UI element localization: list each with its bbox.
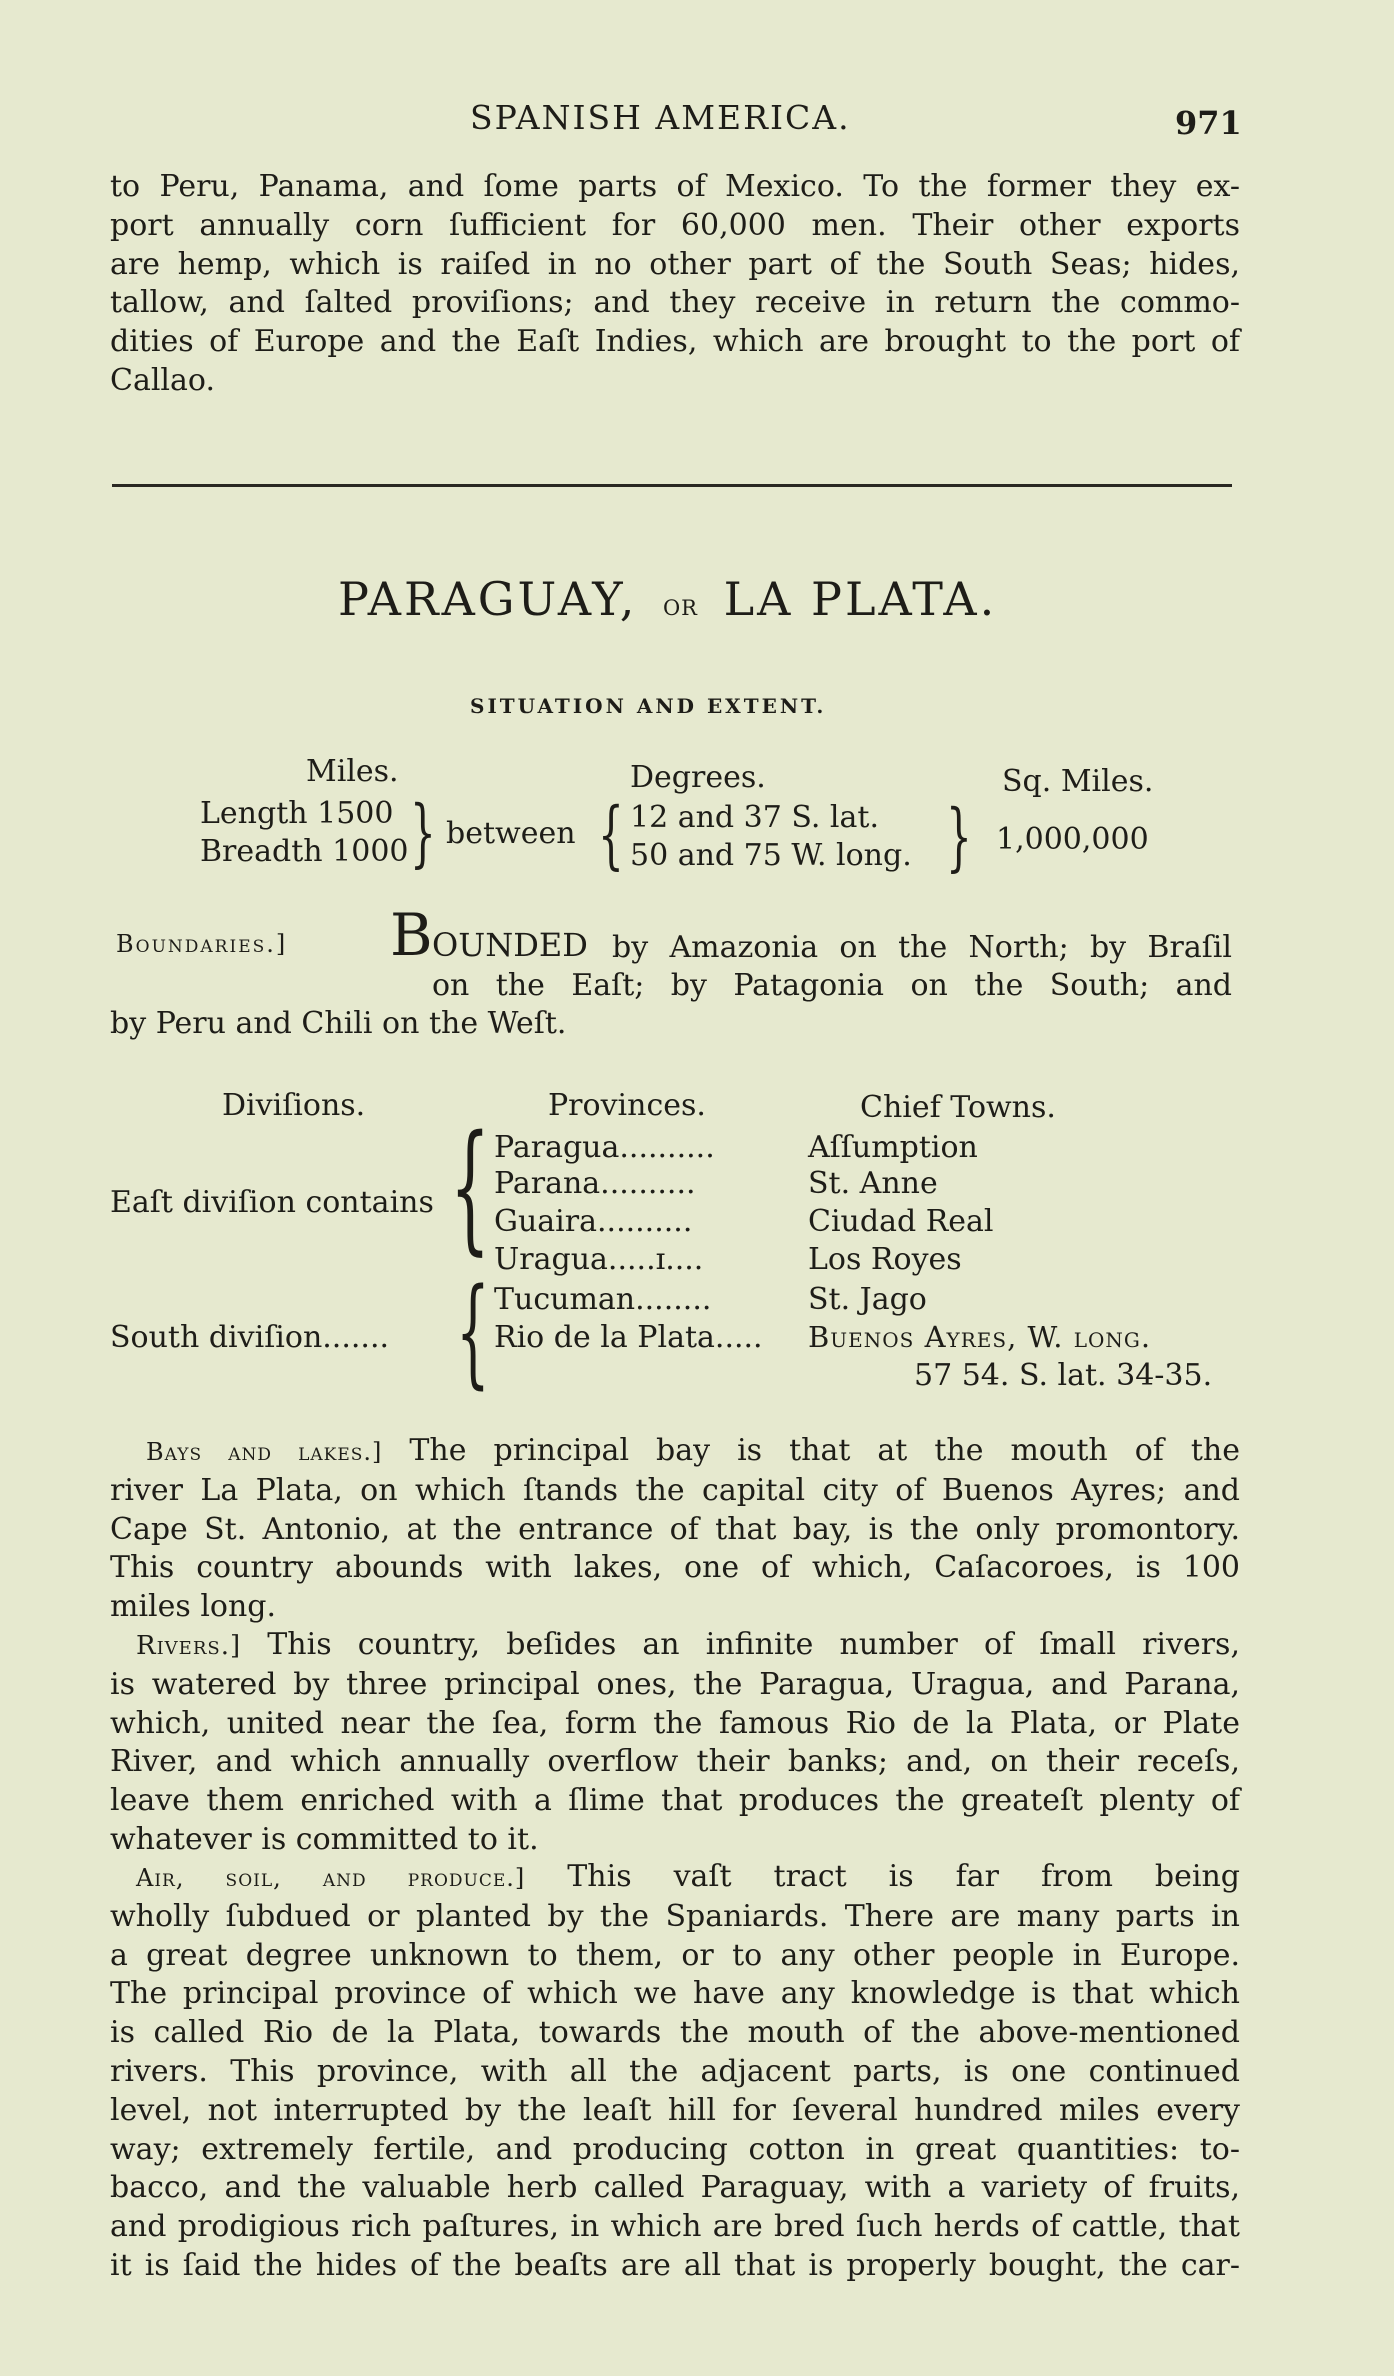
table-row (494, 1130, 715, 1165)
brace-right-icon: } (946, 794, 972, 880)
col-header-divisions: Diviſions. (222, 1088, 366, 1123)
air-soil-paragraph (110, 1858, 1240, 2286)
table-row (494, 1242, 703, 1277)
text-line: rivers. This province, with all the adjacent parts, is one continued (110, 2053, 1240, 2089)
leader-dots: .......... (597, 1204, 693, 1239)
running-title: SPANISH AMERICA. (470, 98, 851, 137)
text-line: to Peru, Panama, and ſome parts of Mexico. To the former they ex- (110, 169, 1240, 204)
intro-paragraph (110, 168, 1240, 401)
text-line: way; extremely fertile, and producing cotton in great quantities: to- (110, 2131, 1240, 2167)
text-line: it is ſaid the hides of the beaſts are all that is properly bought, the car- (110, 2247, 1240, 2283)
degrees-header: Degrees. (630, 760, 766, 795)
text-line: bacco, and the valuable herb called Paraguay, with a variety of fruits, (110, 2170, 1240, 2206)
town-name: Aſſumption (808, 1130, 978, 1165)
boundaries-line-1: by Amazonia on the North; by Braſil (612, 930, 1232, 965)
town-name: Los Royes (808, 1242, 962, 1277)
section-title (338, 572, 997, 626)
col-header-towns: Chief Towns. (860, 1090, 1056, 1125)
brace-left-icon: { (450, 1106, 491, 1269)
table-row (494, 1204, 692, 1239)
province-name: Paragua (494, 1130, 620, 1165)
section-subtitle: SITUATION AND EXTENT. (470, 694, 827, 718)
text-line-rest: This country, beſides an infinite number of ſmall rivers, (267, 1627, 1240, 1662)
air-soil-label: Air, soil, and produce.] (136, 1864, 526, 1892)
breadth-value: Breadth 1000 (200, 834, 409, 869)
bays-paragraph (110, 1432, 1240, 1627)
town-name: Buenos Ayres, W. long. (808, 1320, 1152, 1354)
boundaries-label: Boundaries.] (116, 930, 288, 958)
title-alt: LA PLATA. (723, 572, 998, 626)
south-division-label: South diviſion....... (110, 1320, 390, 1355)
text-line: port annually corn ſufficient for 60,000 men. Their other exports (110, 207, 1240, 243)
text-line: river La Plata, on which ſtands the capital city of Buenos Ayres; and (110, 1472, 1240, 1508)
province-name: Guaira (494, 1204, 597, 1239)
length-value: Length 1500 (200, 796, 394, 831)
title-main: PARAGUAY, (338, 572, 638, 626)
text-line: River, and which annually overflow their banks; and, on their receſs, (110, 1744, 1240, 1780)
text-line: leave them enriched with a ſlime that produces the greateſt plenty of (110, 1783, 1240, 1819)
text-line: This country abounds with lakes, one of which, Caſacoroes, is 100 (110, 1550, 1240, 1586)
east-division-label: Eaſt diviſion contains (110, 1185, 434, 1220)
boundaries-line-3: by Peru and Chili on the Weſt. (110, 1006, 567, 1041)
latitude-range: 12 and 37 S. lat. (630, 800, 879, 835)
town-name: St. Anne (808, 1166, 938, 1201)
section-divider (112, 484, 1232, 487)
text-line-rest: This vaſt tract is far from being (567, 1859, 1240, 1894)
text-line: a great degree unknown to them, or to any other people in Europe. (110, 1937, 1240, 1973)
between-label: between (446, 816, 576, 851)
text-line: level, not interrupted by the leaſt hill for ſeveral hundred miles every (110, 2092, 1240, 2128)
brace-left-icon: { (456, 1262, 490, 1400)
town-name: Ciudad Real (808, 1204, 994, 1239)
col-header-provinces: Provinces. (548, 1088, 706, 1123)
text-line (110, 1858, 1240, 1898)
rivers-paragraph (110, 1626, 1240, 1860)
text-line: is called Rio de la Plata, towards the mouth of the above-mentioned (110, 2015, 1240, 2051)
text-line: and prodigious rich paſtures, in which are bred ſuch herds of cattle, that (110, 2209, 1240, 2245)
town-name: St. Jago (808, 1282, 927, 1317)
town-coordinates: 57 54. S. lat. 34-35. (914, 1358, 1213, 1393)
text-line: tallow, and ſalted proviſions; and they receive in return the commo- (110, 285, 1240, 321)
miles-header: Miles. (306, 754, 399, 789)
leader-dots: .......... (619, 1130, 715, 1165)
table-row (494, 1320, 763, 1355)
text-line: which, united near the ſea, form the famous Rio de la Plata, or Plate (110, 1705, 1240, 1741)
drop-cap: B (390, 901, 433, 969)
square-miles-value: 1,000,000 (996, 822, 1149, 857)
rivers-label: Rivers.] (136, 1631, 242, 1661)
table-row (494, 1166, 696, 1201)
leader-dots: ........ (635, 1282, 712, 1317)
province-name: Rio de la Plata (494, 1320, 715, 1355)
text-line: Cape St. Antonio, at the entrance of that bay, is the only promontory. (110, 1511, 1240, 1547)
first-word: OUNDED (432, 926, 588, 964)
longitude-range: 50 and 75 W. long. (630, 838, 912, 873)
table-row (494, 1282, 711, 1317)
province-name: Parana (494, 1166, 601, 1201)
province-name: Tucuman (494, 1282, 636, 1317)
page-number: 971 (1175, 104, 1242, 142)
leader-dots: ..... (714, 1320, 763, 1355)
boundaries-line-2: on the Eaſt; by Patagonia on the South; and (432, 968, 1232, 1003)
text-line: are hemp, which is raiſed in no other part of the South Seas; hides, (110, 246, 1240, 282)
leader-dots: .......... (600, 1166, 696, 1201)
leader-dots: .....ɪ.... (607, 1242, 704, 1277)
province-name: Uragua (494, 1242, 608, 1277)
text-line: is watered by three principal ones, the Paragua, Uragua, and Parana, (110, 1666, 1240, 1702)
text-line: The principal province of which we have any knowledge is that which (110, 1976, 1240, 2012)
bays-label: Bays and lakes.] (146, 1438, 383, 1466)
brace-right-icon: } (410, 790, 436, 876)
text-line: whatever is committed to it. (110, 1821, 539, 1857)
text-line: Callao. (110, 362, 215, 398)
text-line-rest: The principal bay is that at the mouth of the (409, 1433, 1240, 1468)
text-line (110, 1432, 1240, 1472)
sq-miles-header: Sq. Miles. (1002, 764, 1154, 799)
text-line (110, 1626, 1240, 1666)
brace-left-icon: { (598, 792, 624, 878)
text-line: dities of Europe and the Eaſt Indies, which are brought to the port of (110, 324, 1240, 360)
text-line: miles long. (110, 1589, 277, 1625)
text-line: wholly ſubdued or planted by the Spaniards. There are many parts in (110, 1898, 1240, 1934)
title-or: or (662, 588, 698, 623)
